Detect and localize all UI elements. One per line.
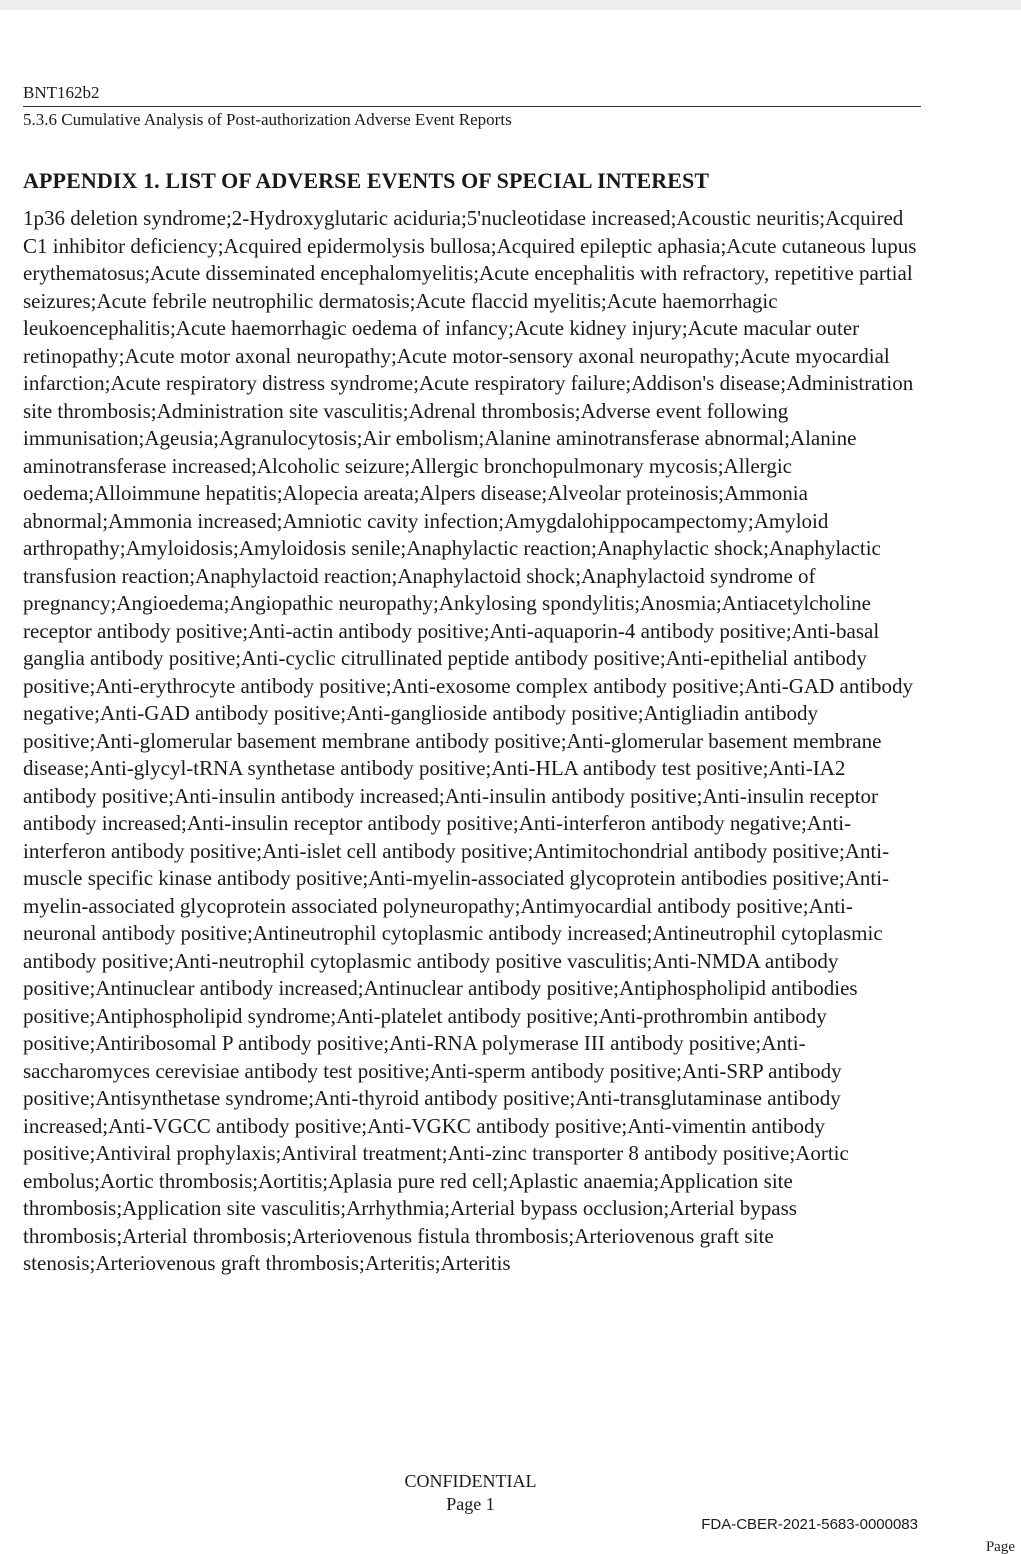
document-id: BNT162b2: [23, 82, 921, 107]
appendix-title: APPENDIX 1. LIST OF ADVERSE EVENTS OF SPECIAL INTEREST: [23, 168, 710, 193]
document-section-title: 5.3.6 Cumulative Analysis of Post-authorization Adverse Event Reports: [23, 110, 512, 129]
page-number: Page 1: [446, 1494, 495, 1514]
adverse-events-list: 1p36 deletion syndrome;2-Hydroxyglutaric aciduria;5'nucleotidase increased;Acoustic neuritis;Acquired C1 inhibitor deficiency;Acquired epidermolysis bullosa;Acquired epileptic aphasia;Acute cutaneous lupus erythematosus;Acute disseminated encephalomyelitis;Acute encephalitis with refractory, repetitive partial seizures;Acute febrile neutrophilic dermatosis;Acute flaccid myelitis;Acute haemorrhagic leukoencephalitis;Acute haemorrhagic oedema of infancy;Acute kidney injury;Acute macular outer retinopathy;Acute motor axonal neuropathy;Acute motor-sensory axonal neuropathy;Acute myocardial infarction;Acute respiratory distress syndrome;Acute respiratory failure;Addison's disease;Administration site thrombosis;Administration site vasculitis;Adrenal thrombosis;Adverse event following immunisation;Ageusia;Agranulocytosis;Air embolism;Alanine aminotransferase abnormal;Alanine aminotransferase increased;Alcoholic seizure;Allergic bronchopulmonary mycosis;Allergic oedema;Alloimmune hepatitis;Alopecia areata;Alpers disease;Alveolar proteinosis;Ammonia abnormal;Ammonia increased;Amniotic cavity infection;Amygdalohippocampectomy;Amyloid arthropathy;Amyloidosis;Amyloidosis senile;Anaphylactic reaction;Anaphylactic shock;Anaphylactic transfusion reaction;Anaphylactoid reaction;Anaphylactoid shock;Anaphylactoid syndrome of pregnancy;Angioedema;Angiopathic neuropathy;Ankylosing spondylitis;Anosmia;Antiacetylcholine receptor antibody positive;Anti-actin antibody positive;Anti-aquaporin-4 antibody positive;Anti-basal ganglia antibody positive;Anti-cyclic citrullinated peptide antibody positive;Anti-epithelial antibody positive;Anti-erythrocyte antibody positive;Anti-exosome complex antibody positive;Anti-GAD antibody negative;Anti-GAD antibody positive;Anti-ganglioside antibody positive;Antigliadin antibody positive;Anti-glomerular basement membrane antibody positive;Anti-glomerular basement membrane disease;Anti-glycyl-tRNA synthetase antibody positive;Anti-HLA antibody test positive;Anti-IA2 antibody positive;Anti-insulin antibody increased;Anti-insulin antibody positive;Anti-insulin receptor antibody increased;Anti-insulin receptor antibody positive;Anti-interferon antibody negative;Anti-interferon antibody positive;Anti-islet cell antibody positive;Antimitochondrial antibody positive;Anti-muscle specific kinase antibody positive;Anti-myelin-associated glycoprotein antibodies positive;Anti-myelin-associated glycoprotein associated polyneuropathy;Antimyocardial antibody positive;Anti-neuronal antibody positive;Antineutrophil cytoplasmic antibody increased;Antineutrophil cytoplasmic antibody positive;Anti-neutrophil cytoplasmic antibody positive vasculitis;Anti-NMDA antibody positive;Antinuclear antibody increased;Antinuclear antibody positive;Antiphospholipid antibodies positive;Antiphospholipid syndrome;Anti-platelet antibody positive;Anti-prothrombin antibody positive;Antiribosomal P antibody positive;Anti-RNA polymerase III antibody positive;Anti-saccharomyces cerevisiae antibody test positive;Anti-sperm antibody positive;Anti-SRP antibody positive;Antisynthetase syndrome;Anti-thyroid antibody positive;Anti-transglutaminase antibody increased;Anti-VGCC antibody positive;Anti-VGKC antibody positive;Anti-vimentin antibody positive;Antiviral prophylaxis;Antiviral treatment;Anti-zinc transporter 8 antibody positive;Aortic embolus;Aortic thrombosis;Aortitis;Aplasia pure red cell;Aplastic anaemia;Application site thrombosis;Application site vasculitis;Arrhythmia;Arterial bypass occlusion;Arterial bypass thrombosis;Arterial thrombosis;Arteriovenous fistula thrombosis;Arteriovenous graft site stenosis;Arteriovenous graft thrombosis;Arteritis;Arteritis: [23, 206, 917, 1275]
top-toolbar-strip: [0, 0, 1021, 10]
bates-number: FDA-CBER-2021-5683-0000083: [701, 1516, 918, 1533]
next-page-fragment: Page: [985, 1539, 1015, 1554]
confidential-label: CONFIDENTIAL: [404, 1471, 537, 1491]
document-header: [23, 82, 921, 131]
